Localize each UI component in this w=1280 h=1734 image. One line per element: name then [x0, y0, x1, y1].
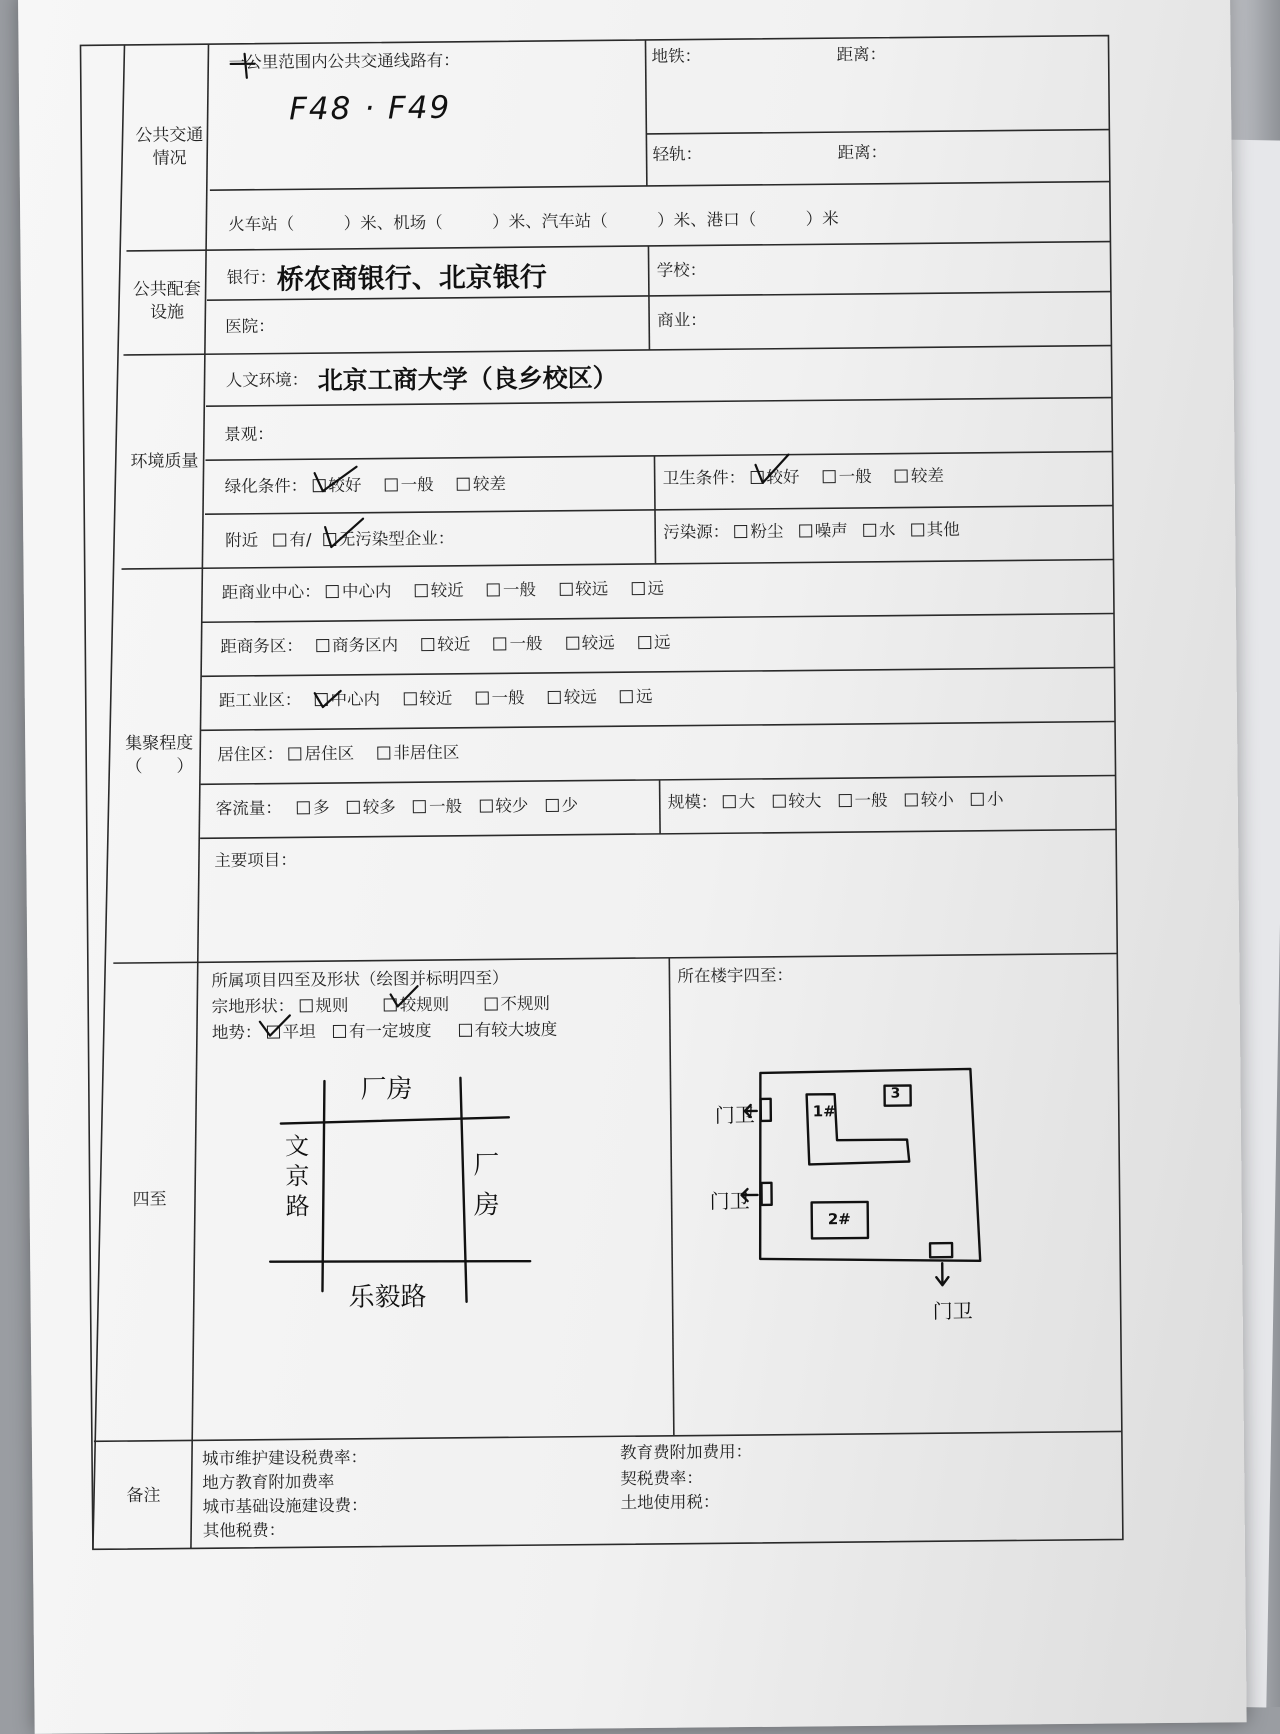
industrial-label: 距工业区：: [218, 690, 302, 711]
nearby-label: 附近: [225, 530, 259, 551]
subway-label: 地铁：: [651, 46, 702, 66]
main-projects-label: 主要项目：: [214, 850, 297, 871]
industrial-option-far[interactable]: 较远: [548, 687, 597, 706]
check-mark: [260, 1015, 290, 1035]
check-mark: [391, 986, 418, 1006]
terrain-label: 地势：: [211, 1022, 262, 1043]
traffic-option-many[interactable]: 多: [297, 798, 330, 817]
nearby-option-no-polluting[interactable]: 无污染型企业：: [323, 529, 455, 549]
remark-right-2: 契税费率：: [620, 1468, 703, 1489]
remark-right-3: 土地使用税：: [620, 1492, 720, 1513]
building-2-label: 2#: [827, 1210, 851, 1229]
culture-value: 北京工商大学（良乡校区）: [317, 363, 618, 396]
gate-label-west-2: 门卫: [709, 1189, 750, 1214]
boundaries-header: 四至: [132, 1189, 167, 1210]
business-center-option-average[interactable]: 一般: [487, 580, 536, 599]
light-rail-distance-label: 距离：: [837, 142, 888, 163]
sketch-south-label: 乐毅路: [348, 1282, 427, 1313]
hygiene-option-poor[interactable]: 较差: [895, 466, 944, 485]
commerce-label: 商业：: [657, 310, 707, 330]
scale-option-small[interactable]: 小: [971, 790, 1004, 809]
business-center-option-very-far[interactable]: 远: [631, 579, 664, 598]
building-1-label: 1#: [812, 1102, 836, 1121]
remark-left-1: 城市维护建设税费率：: [201, 1447, 368, 1469]
traffic-option-more[interactable]: 较多: [347, 797, 396, 816]
residential-option-yes[interactable]: 居住区: [288, 744, 354, 764]
pollution-option-dust[interactable]: 粉尘: [734, 522, 783, 541]
gate-label-west-1: 门卫: [714, 1102, 755, 1128]
facilities-header: 公共配套 设施: [132, 279, 201, 323]
industrial-option-very-far[interactable]: 远: [620, 687, 653, 706]
greening-option-average[interactable]: 一般: [385, 475, 434, 494]
station-distances-line: 火车站（ ）米、机场（ ）米、汽车站（ ）米、港口（ ）米: [228, 209, 839, 234]
nearby-option-yes[interactable]: 有/: [273, 530, 311, 549]
check-mark: [315, 467, 357, 491]
check-mark: [755, 455, 788, 483]
business-district-label: 距商务区：: [220, 636, 303, 657]
survey-form-sheet: [18, 0, 1247, 1734]
business-district-option-average[interactable]: 一般: [493, 634, 542, 653]
greening-option-good[interactable]: 较好: [312, 476, 361, 495]
traffic-label: 客流量：: [215, 798, 282, 819]
pollution-option-noise[interactable]: 噪声: [799, 521, 848, 540]
subway-distance-label: 距离：: [836, 44, 887, 65]
shape-option-fairly-regular[interactable]: 较规则: [384, 995, 450, 1015]
project-boundaries-title: 所属项目四至及形状（绘图并标明四至）: [211, 968, 509, 991]
industrial-option-average[interactable]: 一般: [475, 688, 524, 707]
pollution-option-other[interactable]: 其他: [911, 520, 960, 539]
survey-form: [18, 0, 1247, 1734]
sketch-north-label: 厂房: [360, 1074, 413, 1105]
bus-lines-value: F48 · F49: [288, 89, 452, 128]
light-rail-label: 轻轨：: [652, 144, 703, 164]
remark-left-3: 城市基础设施建设费：: [202, 1495, 368, 1517]
scale-option-larger[interactable]: 较大: [772, 791, 821, 810]
greening-option-poor[interactable]: 较差: [457, 474, 506, 493]
scale-option-smaller[interactable]: 较小: [905, 790, 954, 809]
industrial-option-near[interactable]: 较近: [403, 689, 452, 708]
hospital-label: 医院：: [225, 316, 275, 337]
shape-label: 宗地形状：: [211, 996, 295, 1017]
hygiene-option-good[interactable]: 较好: [750, 468, 799, 487]
hygiene-option-average[interactable]: 一般: [823, 467, 872, 486]
greening-label: 绿化条件：: [224, 476, 308, 497]
mark-one: [231, 54, 255, 78]
transport-header: 公共交通 情况: [135, 125, 204, 169]
bank-value: 桥农商银行、北京银行: [276, 261, 547, 296]
scale-option-large[interactable]: 大: [722, 792, 755, 811]
terrain-option-flat[interactable]: 平坦: [267, 1022, 316, 1041]
building-3-label: 3: [890, 1085, 901, 1102]
school-label: 学校：: [656, 260, 707, 280]
industrial-option-inside[interactable]: 中心内: [314, 690, 380, 710]
business-center-option-inside[interactable]: 中心内: [326, 581, 392, 601]
sketch-east-label: 厂房: [473, 1150, 500, 1221]
landscape-label: 景观：: [224, 424, 274, 445]
bank-label: 银行：: [226, 267, 277, 288]
sketch-west-label: 文京路: [284, 1132, 310, 1221]
check-mark: [325, 519, 363, 547]
terrain-option-some-slope[interactable]: 有一定坡度: [333, 1021, 432, 1041]
business-district-option-very-far[interactable]: 远: [638, 633, 671, 652]
scale-option-average[interactable]: 一般: [838, 791, 887, 810]
business-district-option-inside[interactable]: 商务区内: [316, 635, 398, 655]
remarks-header: 备注: [126, 1485, 161, 1507]
check-mark: [315, 691, 341, 707]
environment-header: 环境质量: [130, 451, 199, 472]
business-center-option-near[interactable]: 较近: [415, 581, 464, 600]
remark-left-4: 其他税费：: [202, 1520, 286, 1541]
traffic-option-average[interactable]: 一般: [413, 797, 462, 816]
culture-label: 人文环境：: [225, 370, 309, 391]
gate-label-south: 门卫: [932, 1298, 973, 1324]
terrain-option-steep-slope[interactable]: 有较大坡度: [459, 1020, 558, 1040]
remark-left-2: 地方教育附加费率: [202, 1472, 335, 1493]
traffic-option-less[interactable]: 较少: [479, 796, 528, 815]
business-center-label: 距商业中心：: [221, 582, 321, 603]
residential-label: 居住区：: [217, 744, 284, 765]
bus-lines-label: 一公里范围内公共交通线路有：: [228, 50, 460, 72]
scale-label: 规模：: [667, 792, 718, 812]
traffic-option-few[interactable]: 少: [545, 796, 578, 815]
handwritten-marks: [18, 0, 1247, 1734]
hygiene-label: 卫生条件：: [662, 468, 746, 488]
pollution-label: 污染源：: [663, 522, 730, 542]
agglomeration-header: 集聚程度 （ ）: [125, 733, 194, 778]
remark-right-1: 教育费附加费用：: [619, 1442, 753, 1463]
business-district-option-near[interactable]: 较近: [421, 635, 470, 654]
business-center-option-far[interactable]: 较远: [559, 579, 608, 598]
business-district-option-far[interactable]: 较远: [566, 633, 615, 652]
pollution-option-water[interactable]: 水: [863, 521, 896, 540]
building-boundaries-title: 所在楼宇四至：: [677, 965, 794, 986]
shape-option-regular[interactable]: 规则: [299, 996, 348, 1015]
shape-option-irregular[interactable]: 不规则: [484, 994, 550, 1014]
residential-option-no[interactable]: 非居住区: [377, 743, 459, 763]
